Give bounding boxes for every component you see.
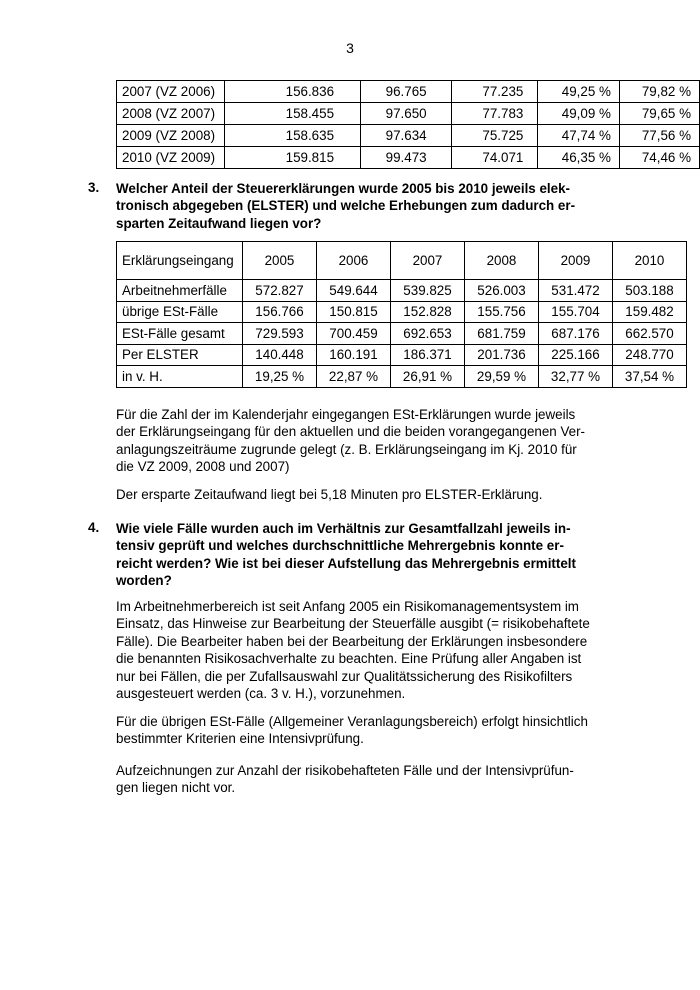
table-cell: 19,25 % bbox=[243, 366, 317, 388]
table-cell: 158.455 bbox=[224, 103, 360, 125]
table-cell: 79,65 % bbox=[619, 103, 699, 125]
table-cell: 526.003 bbox=[465, 280, 539, 302]
text-line: Fälle). Die Bearbeiter haben bei der Bearbeitung der Erklärungen insbesondere bbox=[116, 633, 588, 649]
table-cell: 531.472 bbox=[539, 280, 613, 302]
table-cell: 97.650 bbox=[361, 103, 452, 125]
text-line: reicht werden? Wie ist bei dieser Aufstellung das Mehrergebnis ermittelt bbox=[116, 555, 576, 571]
table-row bbox=[117, 125, 700, 147]
paragraph bbox=[116, 713, 616, 748]
table-cell: 2007 (VZ 2006) bbox=[117, 81, 225, 103]
text-line: der Erklärungseingang für den aktuellen und die beiden vorangegangenen Ver- bbox=[116, 424, 586, 440]
text-line: bestimmter Kriterien eine Intensivprüfung. bbox=[116, 731, 364, 747]
table-header-cell: 2008 bbox=[465, 242, 539, 280]
table-cell: 22,87 % bbox=[317, 366, 391, 388]
table-row bbox=[117, 280, 687, 302]
paragraph bbox=[116, 598, 616, 702]
table-cell: 79,82 % bbox=[619, 81, 699, 103]
table-cell: 729.593 bbox=[243, 323, 317, 345]
table-cell: in v. H. bbox=[117, 366, 243, 388]
text-line: Einsatz, das Hinweise zur Bearbeitung der Steuerfälle ausgibt (= risikobehaftete bbox=[116, 616, 590, 632]
table-cell: 46,35 % bbox=[538, 147, 620, 169]
table-row bbox=[117, 301, 687, 323]
stats-table bbox=[116, 241, 687, 388]
table-cell: 99.473 bbox=[361, 147, 452, 169]
text-line: tronisch abgegeben (ELSTER) und welche Erhebungen zum dadurch er- bbox=[116, 198, 576, 214]
table-cell: 572.827 bbox=[243, 280, 317, 302]
table-cell: 140.448 bbox=[243, 344, 317, 366]
table-cell: 225.166 bbox=[539, 344, 613, 366]
table-cell: 75.725 bbox=[452, 125, 538, 147]
paragraph: Der ersparte Zeitaufwand liegt bei 5,18 Minuten pro ELSTER-Erklärung. bbox=[116, 487, 543, 502]
text-line: Für die Zahl der im Kalenderjahr eingegangen ESt-Erklärungen wurde jeweils bbox=[116, 407, 576, 422]
table-header-row bbox=[117, 242, 687, 280]
table-cell: übrige ESt-Fälle bbox=[117, 301, 243, 323]
table-cell: 150.815 bbox=[317, 301, 391, 323]
question-number: 4. bbox=[88, 520, 100, 535]
table-cell: 2010 (VZ 2009) bbox=[117, 147, 225, 169]
table-header-cell: 2010 bbox=[613, 242, 687, 280]
table-cell: 26,91 % bbox=[391, 366, 465, 388]
table-cell: 47,74 % bbox=[538, 125, 620, 147]
table-row bbox=[117, 323, 687, 345]
table-cell: 155.756 bbox=[465, 301, 539, 323]
text-line: sparten Zeitaufwand liegen vor? bbox=[116, 215, 322, 231]
text-line: Für die übrigen ESt-Fälle (Allgemeiner Veranlagungsbereich) erfolgt hinsichtlich bbox=[116, 714, 588, 729]
table-cell: 2008 (VZ 2007) bbox=[117, 103, 225, 125]
table-cell: 160.191 bbox=[317, 344, 391, 366]
table-cell: 77,56 % bbox=[619, 125, 699, 147]
text-line: gen liegen nicht vor. bbox=[116, 780, 236, 796]
table-cell: 156.836 bbox=[224, 81, 360, 103]
table-row bbox=[117, 366, 687, 388]
table-header-cell: Erklärungseingang bbox=[117, 242, 243, 280]
table-cell: 49,25 % bbox=[538, 81, 620, 103]
text-line: worden? bbox=[116, 573, 172, 589]
table-cell: 159.815 bbox=[224, 147, 360, 169]
table-cell: 692.653 bbox=[391, 323, 465, 345]
table-row bbox=[117, 344, 687, 366]
table-cell: 687.176 bbox=[539, 323, 613, 345]
page-number: 3 bbox=[346, 40, 354, 56]
table-cell: Arbeitnehmerfälle bbox=[117, 280, 243, 302]
table-header-cell: 2009 bbox=[539, 242, 613, 280]
table-cell: 74.071 bbox=[452, 147, 538, 169]
text-line: Aufzeichnungen zur Anzahl der risikobehafteten Fälle und der Intensivprüfun- bbox=[116, 763, 574, 778]
table-cell: 29,59 % bbox=[465, 366, 539, 388]
question-text bbox=[116, 180, 616, 232]
table-cell: 97.634 bbox=[361, 125, 452, 147]
table-cell: 201.736 bbox=[465, 344, 539, 366]
table-header-cell: 2006 bbox=[317, 242, 391, 280]
table-row bbox=[117, 81, 700, 103]
text-line: die VZ 2009, 2008 und 2007) bbox=[116, 459, 290, 475]
table-cell: 503.188 bbox=[613, 280, 687, 302]
text-line: die benannten Risikosachverhalte zu beachten. Eine Prüfung aller Angaben ist bbox=[116, 651, 582, 667]
table-cell: 539.825 bbox=[391, 280, 465, 302]
table-cell: 32,77 % bbox=[539, 366, 613, 388]
question-text bbox=[116, 520, 616, 590]
table-cell: 700.459 bbox=[317, 323, 391, 345]
table-cell: 77.235 bbox=[452, 81, 538, 103]
table-cell: 152.828 bbox=[391, 301, 465, 323]
text-line: nur bei Fällen, die per Zufallsauswahl zur Qualitätssicherung des Risikofilters bbox=[116, 668, 573, 684]
table-cell: 158.635 bbox=[224, 125, 360, 147]
table-header-cell: 2005 bbox=[243, 242, 317, 280]
text-line: Im Arbeitnehmerbereich ist seit Anfang 2005 ein Risikomanagementsystem im bbox=[116, 599, 579, 614]
top-table bbox=[116, 80, 700, 169]
text-line: anlagungszeiträume zugrunde gelegt (z. B. Erklärungseingang im Kj. 2010 für bbox=[116, 441, 577, 457]
table-cell: 2009 (VZ 2008) bbox=[117, 125, 225, 147]
table-header-cell: 2007 bbox=[391, 242, 465, 280]
table-cell: 74,46 % bbox=[619, 147, 699, 169]
table-cell: 681.759 bbox=[465, 323, 539, 345]
table-cell: 37,54 % bbox=[613, 366, 687, 388]
table-row bbox=[117, 147, 700, 169]
table-cell: 77.783 bbox=[452, 103, 538, 125]
question-number: 3. bbox=[88, 180, 100, 195]
table-cell: 96.765 bbox=[361, 81, 452, 103]
paragraph bbox=[116, 762, 616, 797]
table-cell: 549.644 bbox=[317, 280, 391, 302]
table-cell: 156.766 bbox=[243, 301, 317, 323]
table-cell: Per ELSTER bbox=[117, 344, 243, 366]
text-line: Welcher Anteil der Steuererklärungen wurde 2005 bis 2010 jeweils elek- bbox=[116, 181, 570, 196]
table-cell: 159.482 bbox=[613, 301, 687, 323]
text-line: tensiv geprüft und welches durchschnittliche Mehrergebnis konnte er- bbox=[116, 538, 564, 554]
text-line: ausgesteuert werden (ca. 3 v. H.), vorzunehmen. bbox=[116, 686, 406, 702]
table-cell: 49,09 % bbox=[538, 103, 620, 125]
text-line: Wie viele Fälle wurden auch im Verhältnis zur Gesamtfallzahl jeweils in- bbox=[116, 521, 571, 536]
table-cell: 662.570 bbox=[613, 323, 687, 345]
table-cell: 248.770 bbox=[613, 344, 687, 366]
table-row bbox=[117, 103, 700, 125]
table-cell: 186.371 bbox=[391, 344, 465, 366]
table-cell: ESt-Fälle gesamt bbox=[117, 323, 243, 345]
table-cell: 155.704 bbox=[539, 301, 613, 323]
paragraph bbox=[116, 406, 616, 476]
